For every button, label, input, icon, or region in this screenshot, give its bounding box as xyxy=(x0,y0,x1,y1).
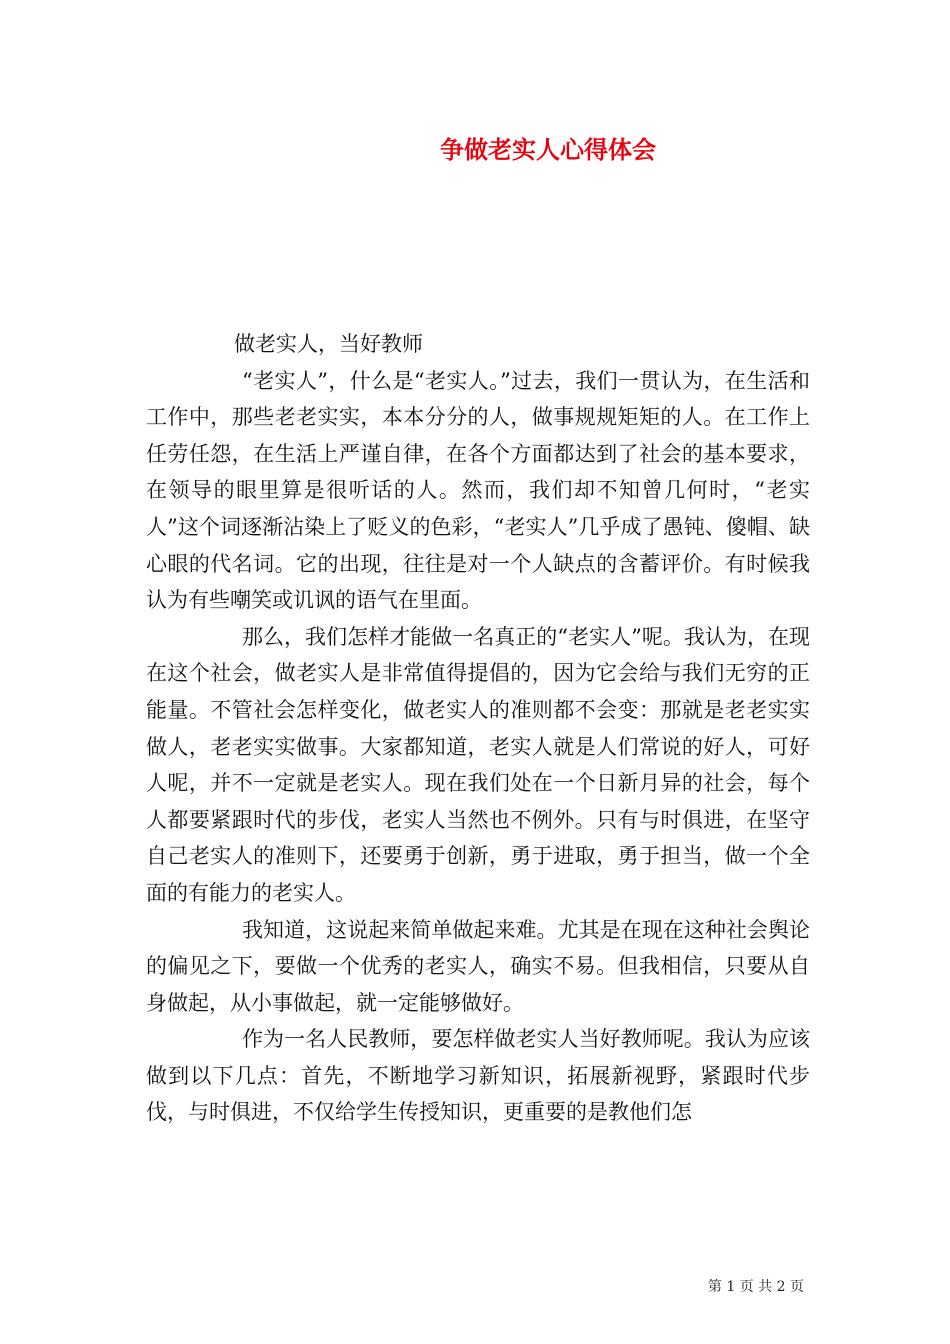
paragraph-4: 作为一名人民教师，要怎样做老实人当好教师呢。我认为应该做到以下几点：首先，不断地学习新知识，拓展新视野，紧跟时代步伐，与时俱进，不仅给学生传授知识，更重要的是教他们怎 xyxy=(146,1027,810,1125)
paragraph-1: “老实人”，什么是“老实人。”过去，我们一贯认为，在生活和工作中，那些老老实实，本本分分的人，做事规规矩矩的人。在工作上任劳任怨，在生活上严谨自律，在各个方面都达到了社会的基本要求，在领导的眼里算是很听话的人。然而，我们却不知曾几何时，“老实人”这个词逐渐沾染上了贬义的色彩，“老实人”几乎成了愚钝、傻帽、缺心眼的代名词。它的出现，往往是对一个人缺点的含蓄评价。有时候我认为有些嘲笑或讥讽的语气在里面。 xyxy=(146,368,810,613)
document-title: 争做老实人心得体会 xyxy=(440,136,656,164)
section-heading: 做老实人，当好教师 xyxy=(234,332,423,356)
document-body xyxy=(146,326,810,1131)
paragraph-3: 我知道，这说起来简单做起来难。尤其是在现在这种社会舆论的偏见之下，要做一个优秀的老实人，确实不易。但我相信，只要从自身做起，从小事做起，就一定能够做好。 xyxy=(146,917,810,1015)
page-footer: 第 1 页 共 2 页 xyxy=(707,1279,804,1295)
paragraph-2: 那么，我们怎样才能做一名真正的“老实人”呢。我认为，在现在这个社会，做老实人是非常值得提倡的，因为它会给与我们无穷的正能量。不管社会怎样变化，做老实人的准则都不会变：那就是老老实实做人，老老实实做事。大家都知道，老实人就是人们常说的好人，可好人呢，并不一定就是老实人。现在我们处在一个日新月异的社会，每个人都要紧跟时代的步伐，老实人当然也不例外。只有与时俱进，在坚守自己老实人的准则下，还要勇于创新，勇于进取，勇于担当，做一个全面的有能力的老实人。 xyxy=(146,624,810,905)
